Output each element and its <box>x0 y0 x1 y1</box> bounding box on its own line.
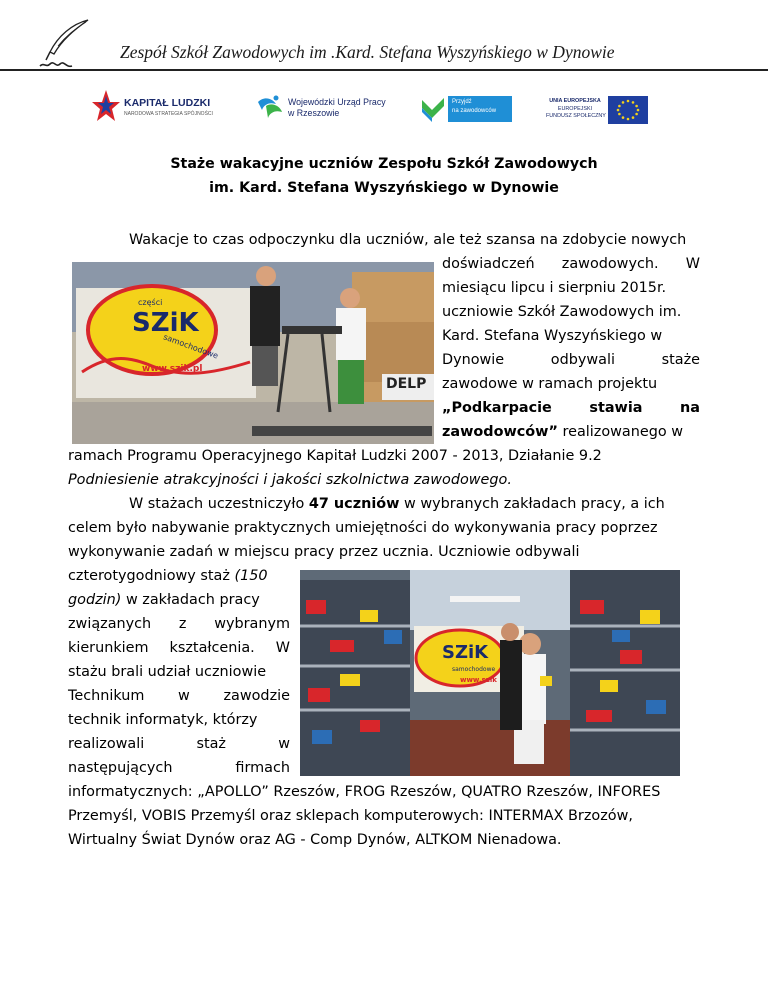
kapital-subtitle: NARODOWA STRATEGIA SPÓJNOŚCI <box>124 111 213 117</box>
p1-line4: uczniowie Szkół Zawodowych im. <box>442 304 682 320</box>
p2-line15: Wirtualny Świat Dynów oraz AG - Comp Dynów, ALTKOM Nienadowa. <box>68 832 562 848</box>
kapital-title: KAPITAŁ LUDZKI <box>124 97 211 109</box>
p2-line4: czterotygodniowy staż (150 <box>68 568 268 584</box>
p2-line6: związanych z wybranym <box>68 616 290 632</box>
p2-line8: stażu brali udział uczniowie <box>68 664 267 680</box>
p1-line10: ramach Programu Operacyjnego Kapitał Ludzki 2007 - 2013, Działanie 9.2 <box>68 448 602 464</box>
p2-line10: technik informatyk, którzy <box>68 712 258 728</box>
p2-line14: Przemyśl, VOBIS Przemyśl oraz sklepach komputerowych: INTERMAX Brzozów, <box>68 808 633 824</box>
ue-line1: UNIA EUROPEJSKA <box>549 98 601 104</box>
ue-line3: FUNDUSZ SPOŁECZNY <box>546 113 606 119</box>
p2-line9: Technikum w zawodzie <box>68 688 290 704</box>
p2-line11: realizowali staż w <box>68 736 290 752</box>
photo-1-banner-sub: samochodowe <box>162 332 220 361</box>
ue-line2: EUROPEJSKI <box>557 106 593 112</box>
header-title: Zespół Szkół Zawodowych im .Kard. Stefana Wyszyńskiego w Dynowie <box>120 42 615 62</box>
p1-line11: Podniesienie atrakcyjności i jakości szkolnictwa zawodowego. <box>68 472 512 488</box>
p1-line5: Kard. Stefana Wyszyńskiego w <box>442 328 663 344</box>
p1-line9: zawodowców” realizowanego w <box>442 424 683 440</box>
wup-line2: w Rzeszowie <box>288 108 340 118</box>
p2-line1: W stażach uczestniczyło 47 uczniów w wybranych zakładach pracy, a ich <box>129 496 665 512</box>
p1-line2: doświadczeń zawodowych. W <box>442 256 700 272</box>
photo-2-banner-url: www.szik <box>460 676 497 684</box>
p2-line5: godzin) w zakładach pracy <box>68 592 260 608</box>
p2-line7: kierunkiem kształcenia. W <box>68 640 290 656</box>
p1-line3: miesiącu lipcu i sierpniu 2015r. <box>442 280 667 296</box>
p2-line2: celem było nabywanie praktycznych umiejętności do wykonywania pracy poprzez <box>68 520 658 536</box>
article-title-line1: Staże wakacyjne uczniów Zespołu Szkół Zawodowych <box>170 156 598 172</box>
p2-line12: następujących firmach <box>68 760 290 776</box>
przyjdz-line1: Przyjdź <box>452 99 472 105</box>
p2-line13: informatycznych: „APOLLO” Rzeszów, FROG Rzeszów, QUATRO Rzeszów, INFORES <box>68 784 661 800</box>
article-title-line2: im. Kard. Stefana Wyszyńskiego w Dynowie <box>209 180 559 196</box>
photo-2-banner-sub: samochodowe <box>452 666 496 673</box>
photo-1-box-text: DELP <box>386 376 427 392</box>
wup-line1: Wojewódzki Urząd Pracy <box>288 97 386 107</box>
p1-line7: zawodowe w ramach projektu <box>442 376 658 392</box>
p2-line3: wykonywanie zadań w miejscu pracy przez ucznia. Uczniowie odbywali <box>68 544 580 560</box>
photo-1-banner-logo: SZiK <box>132 308 199 338</box>
przyjdz-line2: na zawodowców <box>452 108 497 114</box>
photo-1-banner-top: części <box>138 298 163 307</box>
p1-line8: „Podkarpacie stawia na <box>442 400 700 416</box>
p1-line1: Wakacje to czas odpoczynku dla uczniów, ale też szansa na zdobycie nowych <box>129 232 687 248</box>
photo-2-banner-logo: SZiK <box>442 642 489 663</box>
p1-line6: Dynowie odbywali staże <box>442 352 700 368</box>
photo-1-banner-url: www.szik.pl <box>142 364 203 374</box>
